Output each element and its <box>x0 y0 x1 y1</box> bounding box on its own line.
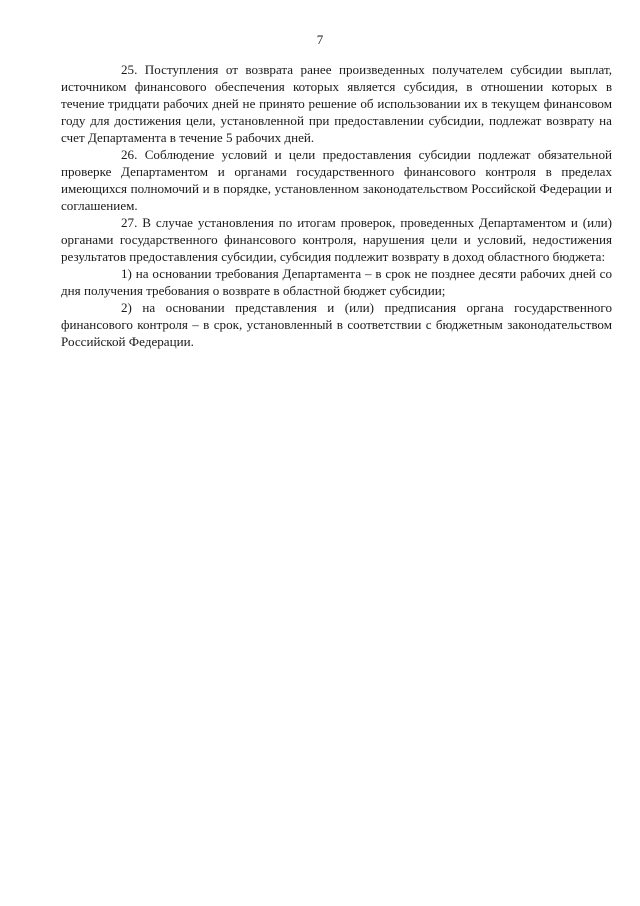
paragraph-27-item-2: 2) на основании представления и (или) предписания органа государственного финансового контроля – в срок, установленный в соответствии с бюджетным законодательством Российской Федерации. <box>61 300 612 349</box>
page-number: 7 <box>316 32 324 47</box>
document-body <box>61 61 612 350</box>
paragraph-27: 27. В случае установления по итогам проверок, проведенных Департаментом и (или) органами государственного финансового контроля, нарушения цели и условий, недостижения результатов предоставления субсидии, субсидия подлежит возврату в доход областного бюджета: <box>61 215 612 264</box>
paragraph-26: 26. Соблюдение условий и цели предоставления субсидии подлежат обязательной проверке Департаментом и органами государственного финансового контроля в пределах имеющихся полномочий и в порядке, установленном законодательством Российской Федерации и соглашением. <box>61 147 612 213</box>
paragraph-25: 25. Поступления от возврата ранее произведенных получателем субсидии выплат, источником финансового обеспечения которых является субсидия, в отношении которых в течение тридцати рабочих дней не принято решение об использовании их в текущем финансовом году для достижения цели, установленной при предоставлении субсидии, подлежат возврату на счет Департамента в течение 5 рабочих дней. <box>61 62 612 145</box>
paragraph-27-item-1: 1) на основании требования Департамента – в срок не позднее десяти рабочих дней со дня получения требования о возврате в областной бюджет субсидии; <box>61 266 612 298</box>
